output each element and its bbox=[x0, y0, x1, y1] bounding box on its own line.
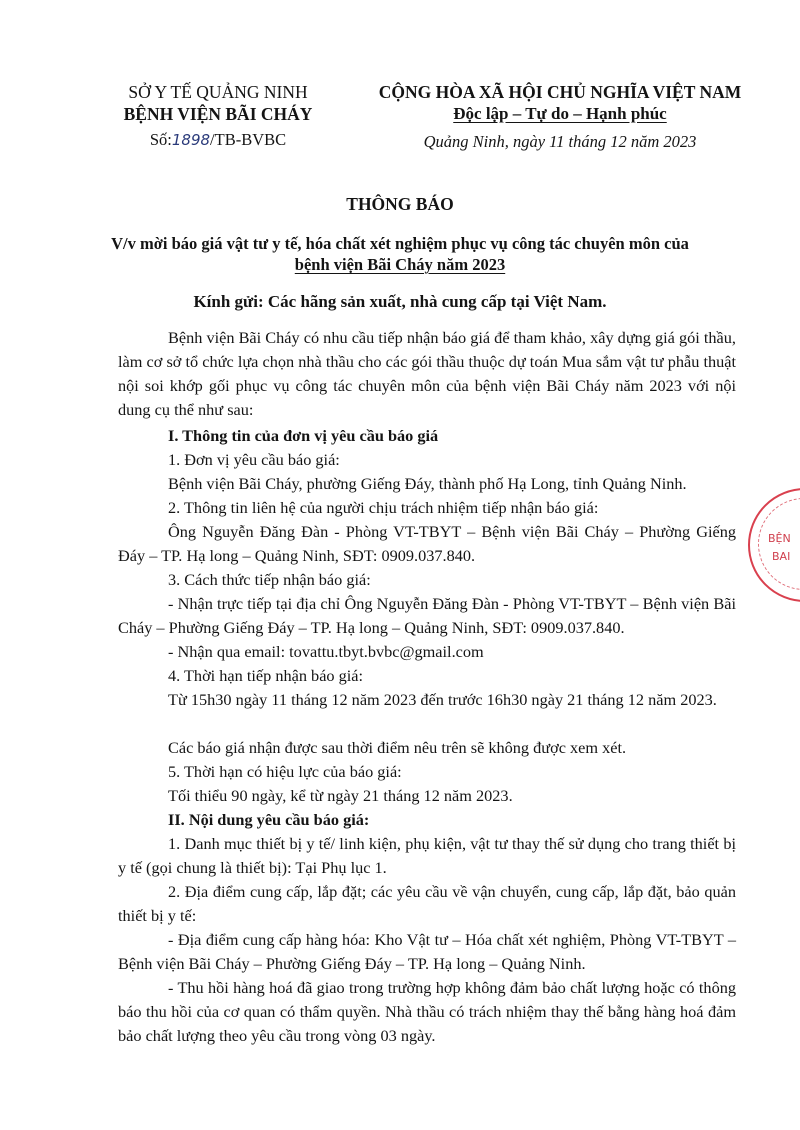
intro-paragraph: Bệnh viện Bãi Cháy có nhu cầu tiếp nhận báo giá để tham khảo, xây dựng giá gói thầu, làm cơ sở tổ chức lựa chọn nhà thầu cho các gói thầu thuộc dự toán Mua sắm vật tư phẫu thuật nội soi khớp gối phục vụ công tác chuyên môn của bệnh viện Bãi Cháy năm 2023 với nội dung cụ thể như sau: bbox=[118, 328, 736, 419]
document-number-prefix: Số: bbox=[149, 130, 172, 149]
document-number-suffix: /TB-BVBC bbox=[210, 130, 287, 149]
section-1-heading: I. Thông tin của đơn vị yêu cầu báo giá bbox=[168, 426, 439, 445]
s1-item3-label: 3. Cách thức tiếp nhận báo giá: bbox=[168, 570, 371, 589]
official-stamp bbox=[748, 488, 800, 602]
s1-item1-label: 1. Đơn vị yêu cầu báo giá: bbox=[168, 450, 340, 469]
hospital-name: BỆNH VIỆN BÃI CHÁY bbox=[123, 104, 313, 124]
s1-item2-value: Ông Nguyễn Đăng Đàn - Phòng VT-TBYT – Bệnh viện Bãi Cháy – Phường Giếng Đáy – TP. Hạ long – Quảng Ninh, SĐT: 0909.037.840. bbox=[118, 522, 736, 565]
country-name: CỘNG HÒA XÃ HỘI CHỦ NGHĨA VIỆT NAM bbox=[378, 82, 742, 102]
document-title: THÔNG BÁO bbox=[346, 194, 454, 214]
s2-item2-recall: - Thu hồi hàng hoá đã giao trong trường hợp không đảm bảo chất lượng hoặc có thông báo thu hồi của cơ quan có thẩm quyền. Nhà thầu có trách nhiệm thay thế bằng hàng hoá đảm bảo chất lượng theo yêu cầu trong vòng 03 ngày. bbox=[118, 978, 736, 1045]
subject-line-1: V/v mời báo giá vật tư y tế, hóa chất xét nghiệm phục vụ công tác chuyên môn của bbox=[111, 234, 689, 253]
subject-line-2: bệnh viện Bãi Cháy năm 2023 bbox=[294, 255, 506, 274]
s1-item5-label: 5. Thời hạn có hiệu lực của báo giá: bbox=[168, 762, 402, 781]
department-name: SỞ Y TẾ QUẢNG NINH bbox=[128, 82, 308, 102]
s1-item1-value: Bệnh viện Bãi Cháy, phường Giếng Đáy, thành phố Hạ Long, tỉnh Quảng Ninh. bbox=[168, 474, 687, 493]
s1-item4-value: Từ 15h30 ngày 11 tháng 12 năm 2023 đến trước 16h30 ngày 21 tháng 12 năm 2023. bbox=[168, 690, 717, 709]
document-number-handwritten: 1898 bbox=[171, 131, 211, 149]
section-2-heading: II. Nội dung yêu cầu báo giá: bbox=[168, 810, 370, 829]
s1-item3-email: - Nhận qua email: tovattu.tbyt.bvbc@gmail.com bbox=[168, 642, 484, 661]
document-number bbox=[112, 130, 324, 150]
place-date: Quảng Ninh, ngày 11 tháng 12 năm 2023 bbox=[423, 132, 697, 151]
recipient-line: Kính gửi: Các hãng sản xuất, nhà cung cấp tại Việt Nam. bbox=[193, 292, 607, 311]
stamp-text-bottom: BAI bbox=[772, 550, 791, 563]
stamp-text-top: BỆN bbox=[768, 532, 791, 545]
s1-item4-label: 4. Thời hạn tiếp nhận báo giá: bbox=[168, 666, 364, 685]
s1-item4-note: Các báo giá nhận được sau thời điểm nêu trên sẽ không được xem xét. bbox=[168, 738, 627, 757]
s1-item3-direct: - Nhận trực tiếp tại địa chỉ Ông Nguyễn Đăng Đàn - Phòng VT-TBYT – Bệnh viện Bãi Cháy – Phường Giếng Đáy – TP. Hạ long – Quảng Ninh, SĐT: 0909.037.840. bbox=[118, 594, 736, 637]
s1-item2-label: 2. Thông tin liên hệ của người chịu trách nhiệm tiếp nhận báo giá: bbox=[168, 498, 599, 517]
national-motto: Độc lập – Tự do – Hạnh phúc bbox=[453, 104, 667, 123]
s2-item2-location: - Địa điểm cung cấp hàng hóa: Kho Vật tư – Hóa chất xét nghiệm, Phòng VT-TBYT – Bệnh viện Bãi Cháy – Phường Giếng Đáy – TP. Hạ long – Quảng Ninh. bbox=[118, 930, 736, 973]
s2-item1: 1. Danh mục thiết bị y tế/ linh kiện, phụ kiện, vật tư thay thế sử dụng cho trang thiết bị y tế (gọi chung là thiết bị): Tại Phụ lục 1. bbox=[118, 834, 736, 877]
s2-item2: 2. Địa điểm cung cấp, lắp đặt; các yêu cầu về vận chuyển, cung cấp, lắp đặt, bảo quản thiết bị y tế: bbox=[118, 882, 736, 925]
s1-item5-value: Tối thiểu 90 ngày, kể từ ngày 21 tháng 12 năm 2023. bbox=[168, 786, 513, 805]
